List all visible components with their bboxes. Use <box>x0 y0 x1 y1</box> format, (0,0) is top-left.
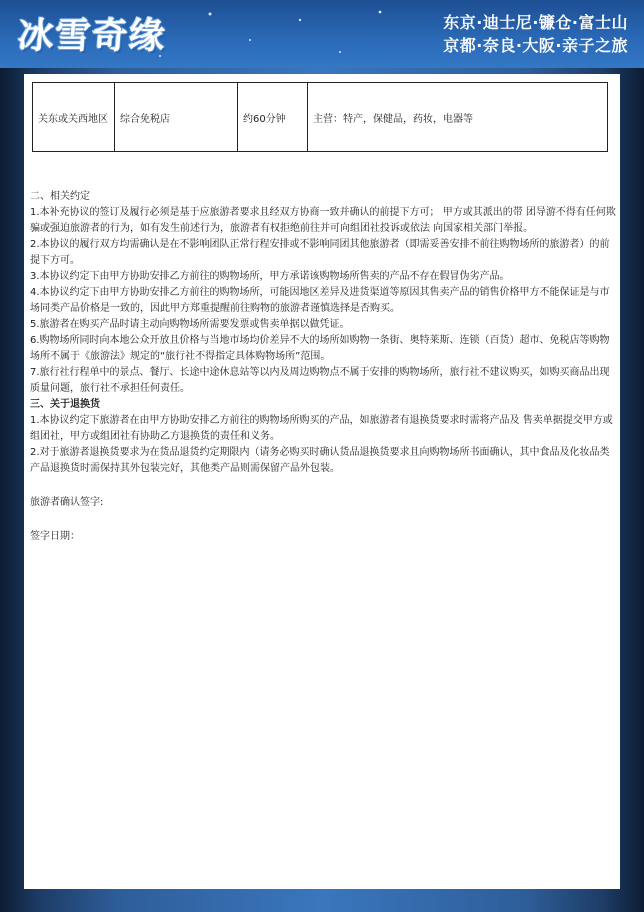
table-row <box>33 83 608 152</box>
section-2-item-7: 7.旅行社行程单中的景点、餐厅、长途中途休息站等以内及周边购物点不属于安排的购物场所，旅行社不建议购买，如购买商品出现质量问题，旅行社不承担任何责任。 <box>30 367 610 394</box>
header-banner <box>0 0 644 68</box>
table-cell-duration: 约60分钟 <box>238 83 308 152</box>
section-3-item-2: 2.对于旅游者退换货要求为在货品退货约定期限内（请务必购买时确认货品退换货要求且向购物场所书面确认，其中食品及化妆品类产品退换货时需保持其外包装完好，其他类产品则需保留产品外包装。 <box>30 447 610 474</box>
agreement-body <box>30 189 616 545</box>
section-3-title: 三、关于退换货 <box>30 399 100 410</box>
spacer <box>30 477 616 495</box>
route-subtitle <box>443 11 628 57</box>
route-line-2: 京都·奈良·大阪·亲子之旅 <box>443 36 628 55</box>
signature-label: 旅游者确认签字: <box>30 497 104 508</box>
section-3-item-1: 1.本协议约定下旅游者在由甲方协助安排乙方前往的购物场所购买的产品，如旅游者有退换货要求时需将产品及 售卖单据提交甲方或组团社，甲方或组团社有协助乙方退换货的责任和义务。 <box>30 415 613 442</box>
section-2-item-3: 3.本协议约定下由甲方协助安排乙方前往的购物场所，甲方承诺该购物场所售卖的产品不存在假冒伪劣产品。 <box>30 271 510 282</box>
date-label: 签字日期： <box>30 531 80 542</box>
route-line-1: 东京·迪士尼·镰仓·富士山 <box>443 13 628 32</box>
brand-logo: 冰雪奇缘 <box>16 16 168 57</box>
section-2-title: 二、相关约定 <box>30 191 90 202</box>
table-cell-store: 综合免税店 <box>115 83 238 152</box>
section-2-item-6: 6.购物场所同时向本地公众开放且价格与当地市场均价差异不大的场所如购物一条街、奥特莱斯、连锁（百货）超市、免税店等购物场所不属于《旅游法》规定的“旅行社不得指定具体购物场所”范围。 <box>30 335 610 362</box>
section-2-item-4: 4.本协议约定下由甲方协助安排乙方前往的购物场所，可能因地区差异及进货渠道等原因其售卖产品的销售价格甲方不能保证是与市场同类产品价格是一致的，因此甲方郑重提醒前往购物的旅游者谨慎选择是否购买。 <box>30 287 610 314</box>
document-sheet <box>24 74 620 889</box>
section-2-item-1: 1.本补充协议的签订及履行必须是基于应旅游者要求且经双方协商一致并确认的前提下方可； 甲方或其派出的带 团导游不得有任何欺骗或强迫旅游者的行为，如有发生前述行为，旅游者有权拒绝前往并可向组团社投诉或依法 向国家相关部门举报。 <box>30 207 616 234</box>
shopping-info-table <box>32 82 608 152</box>
table-cell-region: 关东或关西地区 <box>33 83 115 152</box>
section-2-item-5: 5.旅游者在购买产品时请主动向购物场所需要发票或售卖单据以做凭证。 <box>30 319 350 330</box>
section-2-item-2: 2.本协议的履行双方均需确认是在不影响团队正常行程安排或不影响同团其他旅游者（即需妥善安排不前往购物场所的旅游者）的前提下方可。 <box>30 239 610 266</box>
table-cell-products: 主营：特产，保健品，药妆，电器等 <box>308 83 608 152</box>
spacer <box>30 511 616 529</box>
